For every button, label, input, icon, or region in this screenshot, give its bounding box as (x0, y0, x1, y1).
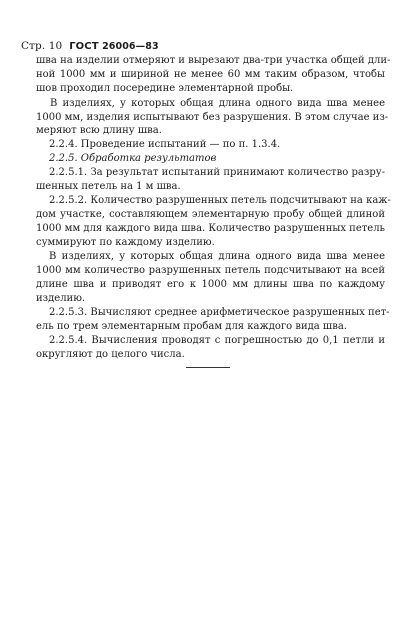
text-line: В изделиях, у которых общая длина одного вида шва менее (49, 251, 385, 262)
text-line: дом участке, составляющем элементарную пробу общей длиной (36, 209, 385, 220)
section-2-2-5-heading: 2.2.5. Обработка результатов (49, 153, 217, 164)
text-line: В изделиях, у которых общая длина одного вида шва менее (50, 98, 385, 109)
text-line: ель по трем элементарным пробам для каждого вида шва. (36, 321, 347, 332)
page-number: Стр. 10 (21, 40, 63, 52)
standard-label: ГОСТ (69, 41, 99, 52)
text-line: округляют до целого числа. (36, 349, 185, 360)
text-line: 2.2.5.2. Количество разрушенных петель подсчитывают на каж- (49, 195, 391, 206)
text-line: 1000 мм, изделия испытывают без разрушения. В этом случае из- (36, 112, 389, 123)
text-line: 1000 мм количество разрушенных петель подсчитывают на всей (36, 265, 385, 276)
text-line: суммируют по каждому изделию. (36, 237, 215, 248)
text-line: 1000 мм для каждого вида шва. Количество разрушенных петель (36, 223, 385, 234)
page-header (21, 40, 159, 52)
standard-code: 26006—83 (102, 41, 159, 52)
text-line: 2.2.5.4. Вычисления проводят с погрешностью до 0,1 петли и (49, 335, 385, 346)
end-divider (186, 367, 230, 368)
text-line: 2.2.5.3. Вычисляют среднее арифметическое разрушенных пет- (49, 307, 390, 318)
text-line: шва на изделии отмеряют и вырезают два-три участка общей дли- (36, 55, 391, 66)
section-2-2-4: 2.2.4. Проведение испытаний — по п. 1.3.4. (49, 139, 281, 150)
text-line: шенных петель на 1 м шва. (36, 181, 181, 192)
text-line: 2.2.5.1. За результат испытаний принимают количество разру- (49, 167, 385, 178)
text-line: шов проходил посередине элементарной пробы. (36, 83, 294, 94)
text-line: длине шва и приводят его к 1000 мм длины шва по каждому (36, 279, 385, 290)
text-line: изделию. (36, 293, 86, 304)
text-line: меряют всю длину шва. (36, 125, 162, 136)
text-line: ной 1000 мм и шириной не менее 60 мм таким образом, чтобы (36, 69, 385, 80)
